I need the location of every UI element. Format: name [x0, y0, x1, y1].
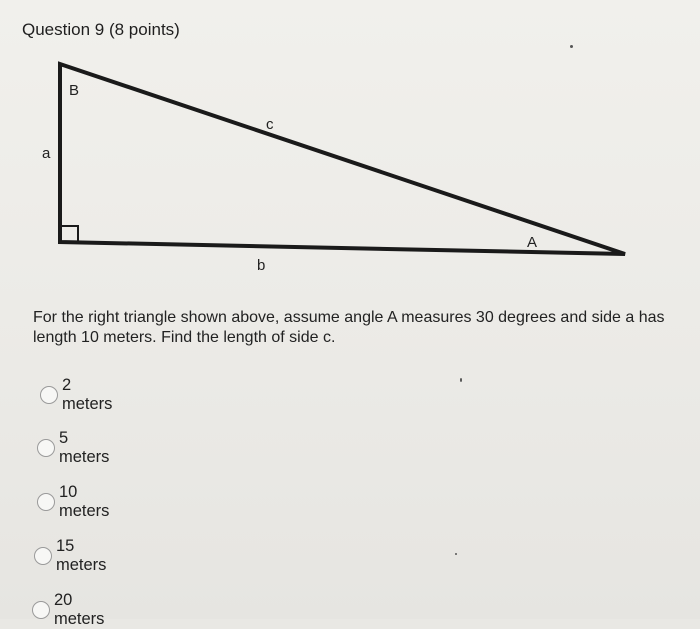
radio-button[interactable] — [34, 547, 52, 565]
option-label: 20 meters — [54, 591, 105, 628]
radio-button[interactable] — [37, 493, 55, 511]
option-label: 2 meters — [62, 376, 113, 413]
question-number: Question 9 — [22, 20, 105, 39]
radio-button[interactable] — [40, 386, 58, 404]
option-label: 15 meters — [56, 537, 107, 574]
question-points: (8 points) — [108, 20, 180, 39]
question-prompt: For the right triangle shown above, assume angle A measures 30 degrees and side a has length 10 meters. Find the length of side c. — [33, 309, 665, 346]
radio-button[interactable] — [37, 439, 55, 457]
triangle-shape — [60, 64, 625, 254]
screen-speck — [455, 553, 457, 555]
radio-button[interactable] — [32, 601, 50, 619]
option-2-meters[interactable] — [40, 376, 112, 414]
option-15-meters[interactable] — [34, 537, 106, 575]
vertex-a-label: A — [527, 234, 538, 251]
option-label: 5 meters — [59, 429, 110, 466]
right-triangle-diagram — [0, 0, 700, 300]
option-5-meters[interactable] — [37, 429, 109, 467]
side-c-label: c — [266, 116, 274, 133]
option-20-meters[interactable] — [32, 591, 104, 629]
screen-speck — [460, 378, 462, 382]
option-10-meters[interactable] — [37, 483, 109, 521]
side-a-label: a — [42, 145, 51, 162]
vertex-b-label: B — [69, 82, 80, 99]
screen-speck — [570, 45, 573, 48]
side-b-label: b — [257, 257, 266, 274]
option-label: 10 meters — [59, 483, 110, 520]
